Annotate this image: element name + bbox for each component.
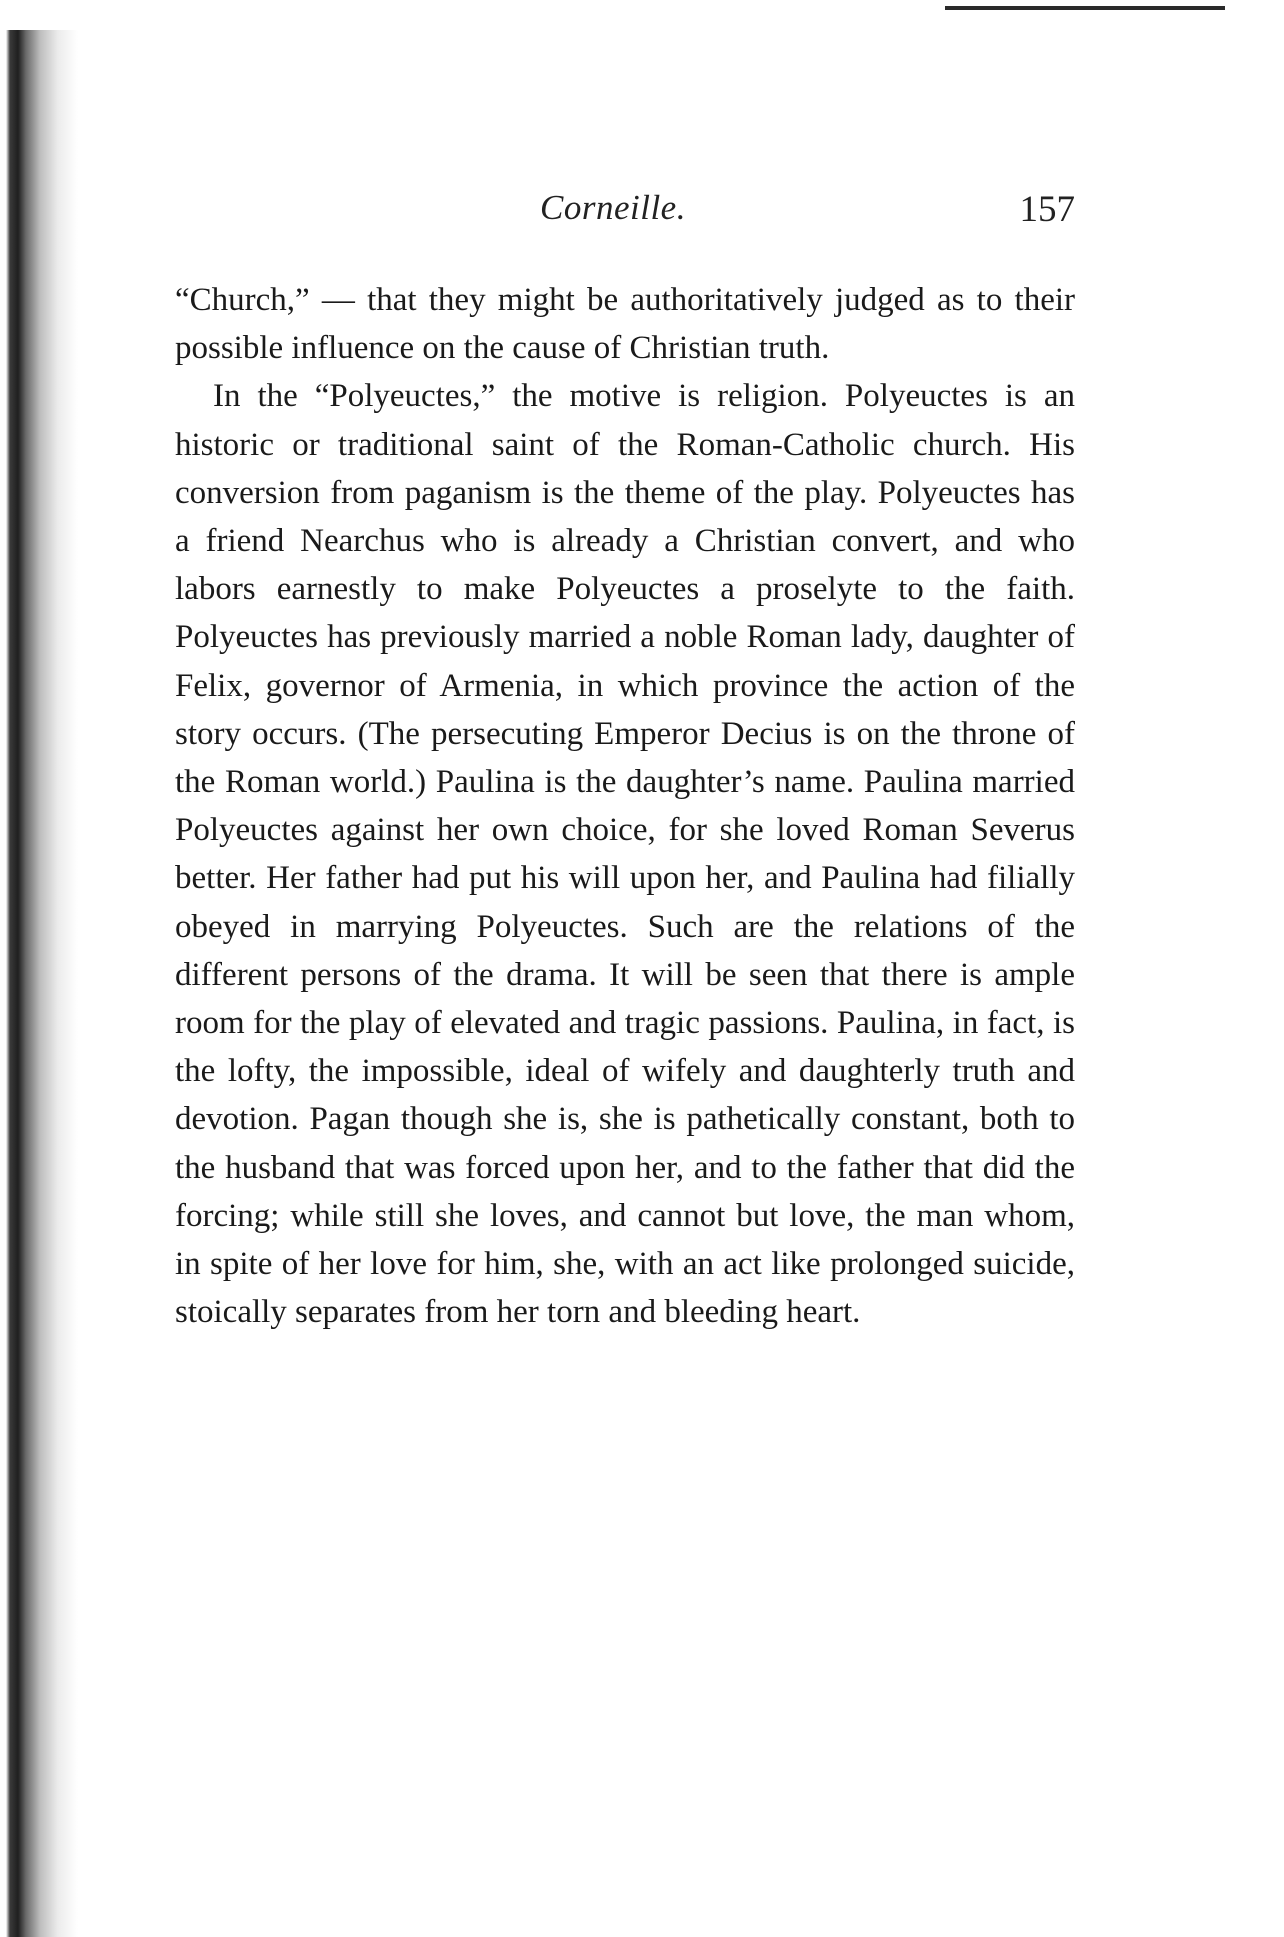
paragraph-polyeuctes: In the “Polyeuctes,” the motive is religion. Polyeuctes is an historic or traditional saint of the Roman-Catholic church. His conversion from paganism is the theme of the play. Polyeuctes has a friend Nearchus who is already a Christian convert, and who labors earnestly to make Polyeuctes a proselyte to the faith. Polyeuctes has previously married a noble Roman lady, daughter of Felix, governor of Armenia, in which province the action of the story occurs. (The persecuting Emperor Decius is on the throne of the Roman world.) Paulina is the daughter’s name. Paulina married Polyeuctes against her own choice, for she loved Roman Severus better. Her father had put his will upon her, and Paulina had filially obeyed in marrying Polyeuctes. Such are the relations of the different persons of the drama. It will be seen that there is ample room for the play of elevated and tragic passions. Paulina, in fact, is the lofty, the impossible, ideal of wifely and daughterly truth and devotion. Pagan though she is, she is pathetically constant, both to the husband that was forced upon her, and to the father that did the forcing; while still she loves, and cannot but love, the man whom, in spite of her love for him, she, with an act like prolonged suicide, stoically separates from her torn and bleeding heart. — [175, 378, 1075, 1331]
paragraph-continuation: “Church,” — that they might be authoritatively judged as to their possible influence on the cause of Christian truth. — [175, 282, 1075, 367]
running-head: Corneille. — [540, 188, 686, 227]
page-number: 157 — [1019, 189, 1075, 230]
top-rule — [945, 6, 1225, 10]
page-header — [175, 188, 1075, 248]
book-spine-shadow — [0, 30, 78, 1937]
body-text — [175, 276, 1075, 1336]
